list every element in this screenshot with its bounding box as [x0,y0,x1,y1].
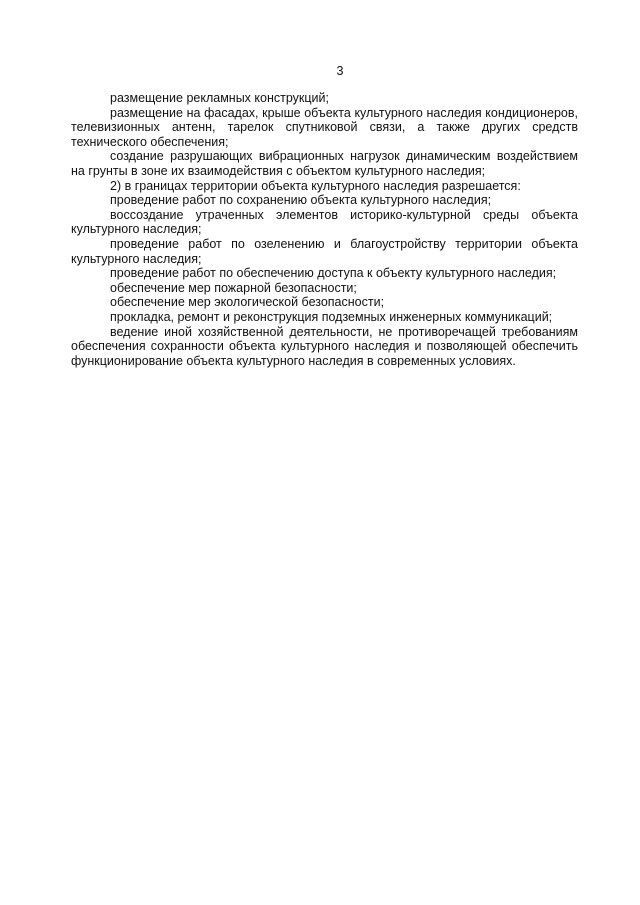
paragraph-underground-utilities: прокладка, ремонт и реконструкция подземных инженерных коммуникаций; [110,309,553,324]
paragraph-permitted-heading: 2) в границах территории объекта культурного наследия разрешается: [110,178,521,193]
paragraph-recreation-elements: воссоздание утраченных элементов историко-культурной среды объекта культурного наследия; [71,207,578,237]
paragraph-ecological-safety: обеспечение мер экологической безопасности; [110,295,385,310]
page-number: 3 [336,64,344,78]
paragraph-access-works: проведение работ по обеспечению доступа к объекту культурного наследия; [110,266,557,281]
paragraph-fire-safety: обеспечение мер пожарной безопасности; [110,280,357,295]
paragraph-landscaping: проведение работ по озеленению и благоустройству территории объекта культурного наследия; [71,236,578,266]
paragraph-other-activities: ведение иной хозяйственной деятельности, не противоречащей требованиям обеспечения сохранности объекта культурного наследия и позволяющей обеспечить функционирование объекта культурного наследия в современных условиях. [71,324,578,368]
document-body [71,91,578,368]
paragraph-preservation-works: проведение работ по сохранению объекта культурного наследия; [110,193,492,208]
paragraph-vibration-loads: создание разрушающих вибрационных нагрузок динамическим воздействием на грунты в зоне их взаимодействия с объектом культурного наследия; [71,149,578,178]
paragraph-advertising-structures: размещение рекламных конструкций; [110,91,329,105]
paragraph-facade-equipment: размещение на фасадах, крыше объекта культурного наследия кондиционеров, телевизионных антенн, тарелок спутниковой связи, а также других средств технического обеспечения; [71,105,578,149]
